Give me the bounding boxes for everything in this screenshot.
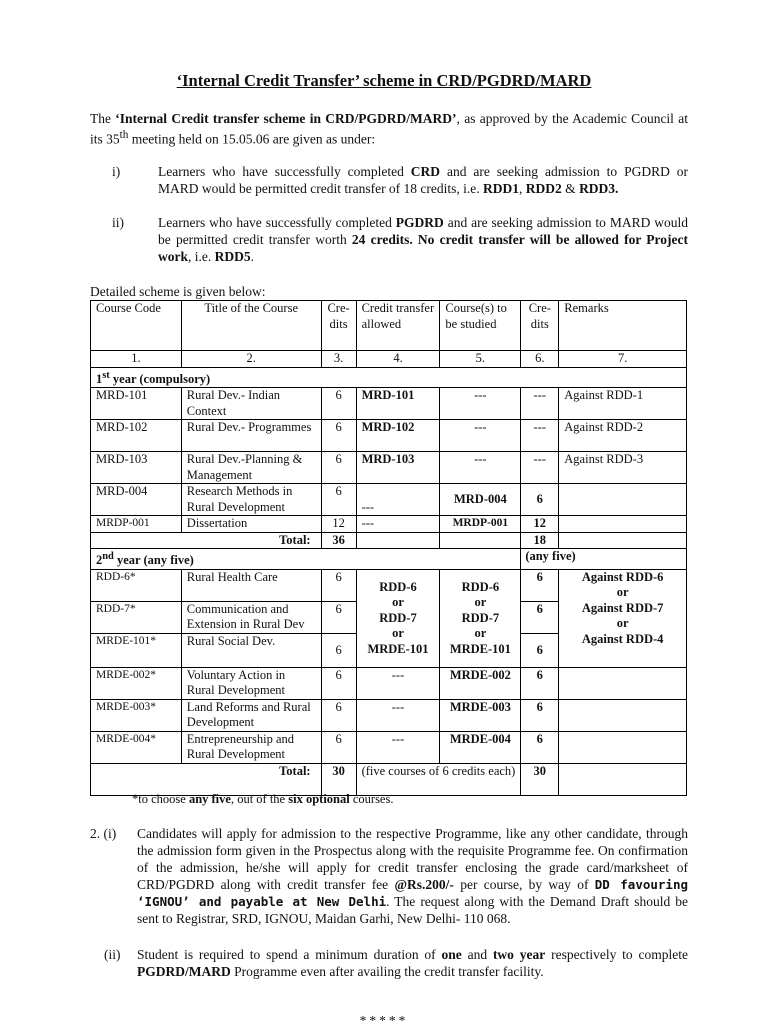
table-row: MRDP-001 Dissertation 12 --- MRDP-001 12 [91, 516, 687, 533]
document-title: ‘Internal Credit Transfer’ scheme in CRD/PGDRD/MARD [176, 71, 592, 90]
header-credits-2: Cre-dits [521, 301, 559, 351]
year2-total-row: Total: 30 (five courses of 6 credits each) 30 [91, 763, 687, 795]
header-credits: Cre-dits [321, 301, 356, 351]
table-row: MRD-103 Rural Dev.-Planning & Management 6 MRD-103 --- --- Against RDD-3 [91, 452, 687, 484]
year1-heading-row [91, 367, 687, 388]
header-course-code: Course Code [91, 301, 182, 351]
credit-transfer-table [90, 300, 687, 796]
detailed-scheme-label: Detailed scheme is given below: [90, 284, 266, 299]
end-marker: ***** [359, 1013, 409, 1028]
table-row: MRD-004 Research Methods in Rural Development 6 --- MRD-004 6 [91, 484, 687, 516]
group-study-options: RDD-6 or RDD-7 or MRDE-101 [440, 569, 521, 667]
year2-heading: 2nd year (any five) [91, 549, 521, 570]
table-row: MRD-102 Rural Dev.- Programmes 6 MRD-102 --- --- Against RDD-2 [91, 420, 687, 452]
intro-paragraph: The ‘Internal Credit transfer scheme in CRD/PGDRD/MARD’, as approved by the Academic Council at its 35th meeting held on 15.05.06 are given as under: [90, 111, 688, 147]
table-footnote: *to choose any five, out of the six optional courses. [132, 792, 394, 806]
table-row: RDD-6* Rural Health Care 6 RDD-6 or RDD-7 or MRDE-101 RDD-6 or RDD-7 or MRDE-101 6 Against RDD-6 or Against RDD-7 or Against RDD-4 [91, 569, 687, 601]
table-header-row [91, 301, 687, 351]
scheme-name: ‘Internal Credit transfer scheme in CRD/PGDRD/MARD’ [115, 111, 457, 126]
header-courses-studied: Course(s) to be studied [440, 301, 521, 351]
table-row: MRD-101 Rural Dev.- Indian Context 6 MRD-101 --- --- Against RDD-1 [91, 388, 687, 420]
table-row: MRDE-002* Voluntary Action in Rural Development 6 --- MRDE-002 6 [91, 667, 687, 699]
table-row: MRDE-004* Entrepreneurship and Rural Development 6 --- MRDE-004 6 [91, 731, 687, 763]
table-row: MRDE-101* Rural Social Dev. 6 6 [91, 633, 687, 667]
group-remarks: Against RDD-6 or Against RDD-7 or Against RDD-4 [559, 569, 687, 667]
header-title: Title of the Course [181, 301, 321, 351]
header-remarks: Remarks [559, 301, 687, 351]
year1-heading: 1st year (compulsory) [91, 367, 687, 388]
document-page: ‘Internal Credit Transfer’ scheme in CRD/PGDRD/MARD The ‘Internal Credit transfer scheme in CRD/PGDRD/MARD’, as approved by the Academic Council at its 35th meeting held on 15.05.06 are given as under: i) Learners who have successfully completed CRD and are seeking admission to PGDRD or MARD would be permitted credit transfer of 18 credits, i.e. RDD1, RDD2 & RDD3. ii) Learners who have successfully completed PGDRD and are seeking admission to MARD would be permitted credit transfer worth 24 credits. No credit transfer will be allowed for Project work, i.e. RDD5. Detailed scheme is given below: Course Code Title of the Course Cre-dits Credit transfer allowed Course(s) to be studied Cre-dits Remarks 1. 2. 3. 4. 5. 6. 7. 1st year (compulsory) MRD-101 Rural Dev.- Indian Context 6 MRD-101 --- --- Against RDD-1 MRD-102 Rural Dev.- Programmes 6 MRD-102 --- --- Against RDD-2 MRD-103 Rural Dev.-Planning & Management 6 MRD-103 --- --- Against RDD-3 MRD-004 Research Methods in Rural Development 6 --- MRD-004 6 MRDP-001 Dissertation 12 --- MRDP-001 12 Total: 36 18 2nd year (any five) (any five) RDD-6* Rural Health Care 6 RDD-6 or RDD-7 or MRDE-101 RDD-6 or RDD-7 or MRDE-101 6 Against RDD-6 or Against RDD-7 or Against RDD-4 RDD-7* Communication and Extension in Rural Dev 6 6 MRDE-101* Rural Social Dev. 6 6 MRDE-002* Voluntary Action in Rural Development 6 --- MRDE-002 6 MRDE-003* Land Reforms and Rural Development 6 --- MRDE-003 6 MRDE-004* Entrepreneurship and Rural Development 6 --- MRDE-004 6 Total: 30 (five courses of 6 credits each) 30 *to choose any five, out of the six optional courses. 2. (i) Candidates will apply for admission to the respective Programme, like any other candidate, through the admission form given in the Prospectus along with the requisite Programme fee. On confirmation of the admission, he/she will apply for credit transfer enclosing the grade card/marksheet of CRD/PGDRD along with credit transfer fee @Rs.200/- per course, by way of DD favouring ‘IGNOU’ and payable at New Delhi. The request along with the Demand Draft should be sent to Registrar, SRD, IGNOU, Maidan Garhi, New Delhi- 110 068. (ii) Student is required to spend a minimum duration of one and two year respectively to complete PGDRD/MARD Programme even after availing the credit transfer facility. ***** [0, 0, 768, 1024]
year1-total-row: Total: 36 18 [91, 532, 687, 549]
table-row: RDD-7* Communication and Extension in Rural Dev 6 6 [91, 601, 687, 633]
group-transfer-options: RDD-6 or RDD-7 or MRDE-101 [356, 569, 440, 667]
year2-heading-row: 2nd year (any five) (any five) [91, 549, 687, 570]
table-row: MRDE-003* Land Reforms and Rural Development 6 --- MRDE-003 6 [91, 699, 687, 731]
column-number-row: 1. 2. 3. 4. 5. 6. 7. [91, 351, 687, 368]
header-credit-transfer: Credit transfer allowed [356, 301, 440, 351]
